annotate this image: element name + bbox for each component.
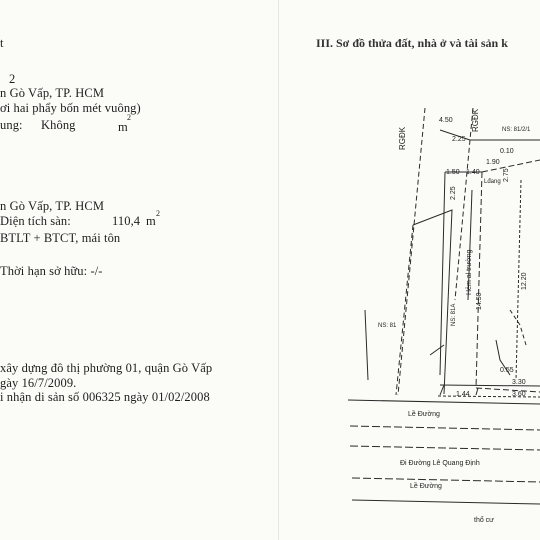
dim-1-90: 1.90	[486, 159, 500, 166]
house-bottom	[476, 388, 540, 392]
label-rgdk-mid: RGĐK	[471, 108, 480, 132]
lot-81a-outline	[413, 210, 452, 394]
left-line-4-value: Không	[41, 118, 76, 132]
rgdk-line-left	[398, 108, 425, 395]
label-lot-81a: NS: 81A	[451, 303, 457, 326]
left-line-6-label: Diện tích sàn:	[0, 214, 71, 228]
left-line-10: gày 16/7/2009.	[0, 376, 77, 390]
road-edge-2	[350, 426, 540, 430]
left-line-4-sup: 2	[127, 113, 132, 122]
dim-2-25b: 2.25	[450, 186, 457, 200]
label-bottom: thổ cư	[474, 517, 494, 524]
road-centre	[350, 446, 540, 450]
dim-0-10: 0.10	[500, 148, 514, 155]
label-inner-note: Lđang	[484, 179, 501, 185]
dim-3-30: 3.30	[512, 379, 526, 386]
left-line-5: n Gò Vấp, TP. HCM	[0, 199, 105, 213]
label-lot-81: NS: 81	[378, 323, 397, 329]
left-line-6-value: 110,4	[112, 214, 141, 228]
left-line-4-unit: m	[118, 120, 128, 134]
left-line-3: ơi hai phẩy bốn mét vuông)	[0, 101, 141, 115]
label-rgdk-left: RGĐK	[398, 126, 407, 150]
dim-3-60: 3.60	[512, 391, 526, 398]
alley-left	[440, 172, 445, 375]
left-line-2: n Gò Vấp, TP. HCM	[0, 86, 105, 100]
label-le-duong-1: Lề Đường	[408, 411, 440, 418]
dim-2-75: 2.75	[503, 168, 510, 182]
road-edge-4	[352, 500, 540, 504]
left-line-1: 2	[9, 72, 16, 86]
lot-81a-corner	[430, 345, 444, 355]
road-edge-3	[352, 478, 540, 482]
left-line-9: xây dựng đô thị phường 01, quận Gò Vấp	[0, 361, 213, 375]
left-line-11: i nhận di sản số 006325 ngày 01/02/2008	[0, 390, 210, 404]
dim-2-25: 2.25	[452, 136, 466, 143]
label-street: Đi Đường Lê Quang Định	[400, 460, 480, 467]
left-line-6-sup: 2	[156, 209, 161, 218]
tick-2	[476, 388, 478, 395]
left-line-8: Thời hạn sở hữu: -/-	[0, 264, 103, 278]
road-edge-1	[348, 400, 540, 404]
dim-1-50: 1.50	[446, 169, 460, 176]
left-line-6-unit: m	[146, 214, 156, 228]
dim-14-50: 14.50	[476, 292, 483, 310]
dim-1-40: 1.40	[466, 169, 480, 176]
dim-12-20: 12.20	[521, 272, 528, 290]
left-heading-tail: t	[0, 36, 4, 50]
label-alley: Hẻm al trường	[466, 249, 473, 295]
label-lot-ref: NS: 81/2/1	[502, 127, 531, 133]
lot-81-left	[365, 310, 368, 380]
tick-1	[440, 385, 444, 395]
label-le-duong-2: Lề Đường	[410, 483, 442, 490]
dim-0-55: 0.55	[500, 367, 514, 374]
dim-1-44: 1.44	[456, 391, 470, 398]
house-left	[476, 172, 482, 388]
section-heading: III. Sơ đồ thửa đất, nhà ở và tài sản k	[316, 36, 508, 50]
lot-81a-left	[396, 225, 413, 395]
dim-4-50: 4.50	[439, 117, 453, 124]
left-line-4: ung:	[0, 118, 23, 132]
left-line-7: BTLT + BTCT, mái tôn	[0, 231, 121, 245]
